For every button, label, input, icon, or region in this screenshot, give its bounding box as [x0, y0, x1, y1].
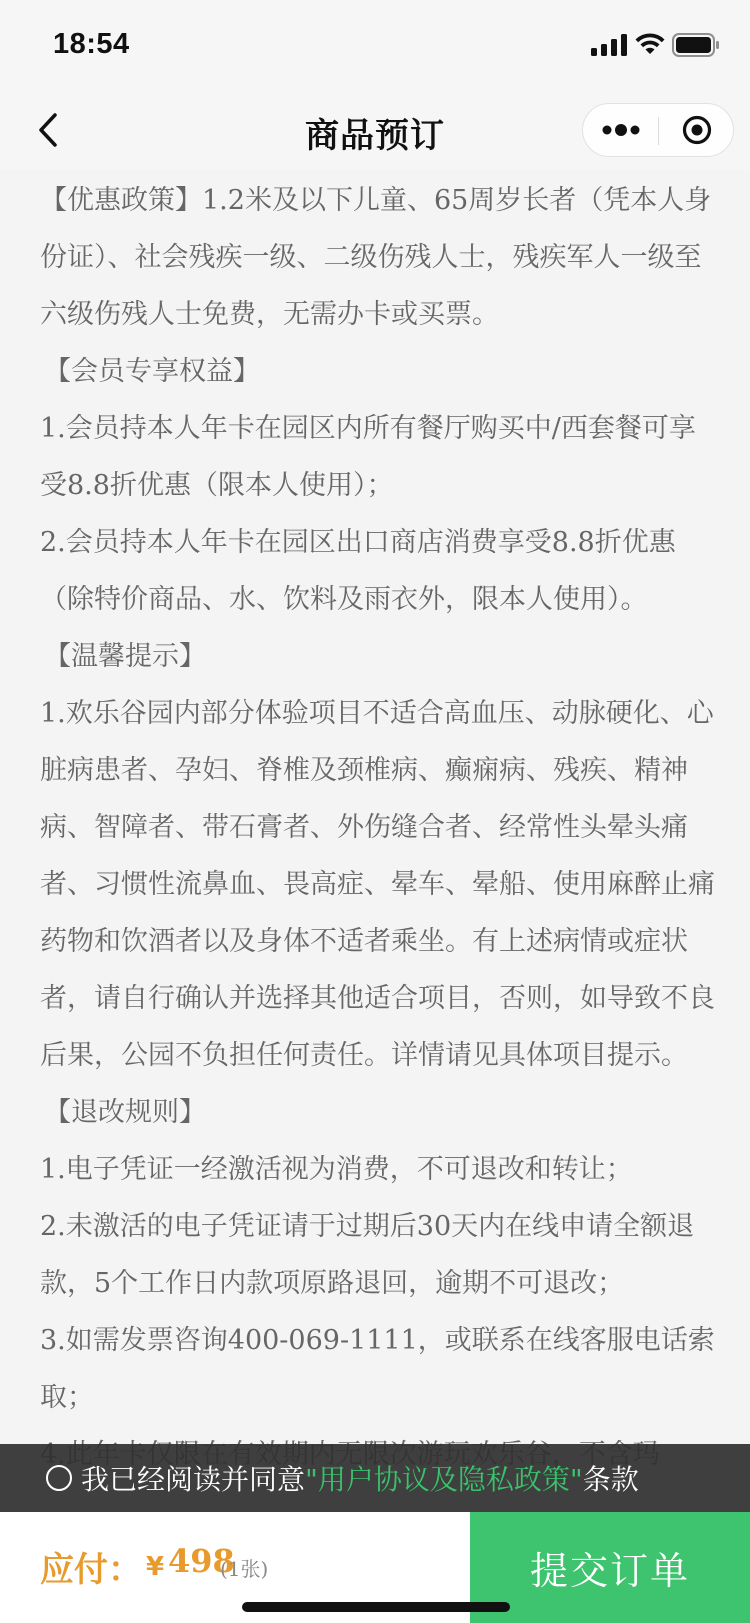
- signal-icon: [591, 34, 629, 56]
- policy-discount: 【优惠政策】1.2米及以下儿童、65周岁长者（凭本人身份证）、社会残疾一级、二级伤残人士，残疾军人一级至六级伤残人士免费，无需办卡或买票。: [40, 185, 712, 330]
- agreement-link[interactable]: "用户协议及隐私政策": [305, 1463, 583, 1496]
- more-button[interactable]: [583, 104, 658, 156]
- agreement-prefix: 我已经阅读并同意: [81, 1463, 306, 1496]
- quantity-note: (1张): [220, 1557, 269, 1581]
- radio-circle-icon[interactable]: [46, 1465, 72, 1491]
- amount-value: 498: [168, 1542, 235, 1580]
- home-indicator: [242, 1602, 510, 1612]
- wifi-icon: [634, 32, 666, 56]
- refund-rule-2: 2.未激活的电子凭证请于过期后30天内在线申请全额退款，5个工作日内款项原路退回，逾期不可退改；: [40, 1211, 695, 1299]
- status-time: 18:54: [53, 28, 130, 60]
- currency-symbol: ¥: [146, 1552, 165, 1582]
- submit-order-button[interactable]: 提交订单: [470, 1512, 750, 1623]
- battery-icon: [672, 33, 720, 57]
- page-title: 商品预订: [305, 116, 445, 156]
- member-benefit-2: 2.会员持本人年卡在园区出口商店消费享受8.8折优惠（除特价商品、水、饮料及雨衣外，限本人使用）。: [40, 527, 676, 615]
- agreement-suffix: 条款: [582, 1463, 639, 1496]
- heading-tips: 【温馨提示】: [44, 641, 206, 672]
- heading-refund-rules: 【退改规则】: [44, 1097, 206, 1128]
- amount-label: 应付：: [40, 1550, 142, 1590]
- navigation-bar: [0, 90, 750, 170]
- policy-content: [40, 172, 720, 1512]
- refund-rule-1: 1.电子凭证一经激活视为消费，不可退改和转让；: [40, 1154, 633, 1185]
- agreement-bar: [0, 1444, 750, 1512]
- more-dots-icon: [601, 124, 641, 136]
- member-benefit-1: 1.会员持本人年卡在园区内所有餐厅购买中/西套餐可享受8.8折优惠（限本人使用）；: [40, 413, 696, 501]
- tip-1: 1.欢乐谷园内部分体验项目不适合高血压、动脉硬化、心脏病患者、孕妇、脊椎及颈椎病、癫痫病、残疾、精神病、智障者、带石膏者、外伤缝合者、经常性头晕头痛者、习惯性流鼻血、畏高症、晕车、晕船、使用麻醉止痛药物和饮酒者以及身体不适者乘坐。有上述病情或症状者，请自行确认并选择其他适合项目，否则，如导致不良后果，公园不负担任何责任。详情请见具体项目提示。: [40, 698, 715, 1071]
- close-target-icon: [681, 114, 713, 146]
- status-bar: [0, 0, 750, 90]
- mini-program-capsule: [582, 103, 734, 157]
- refund-rule-3: 3.如需发票咨询400-069-1111，或联系在线客服电话索取；: [40, 1325, 715, 1413]
- close-button[interactable]: [659, 104, 734, 156]
- heading-member-benefits: 【会员专享权益】: [44, 356, 260, 387]
